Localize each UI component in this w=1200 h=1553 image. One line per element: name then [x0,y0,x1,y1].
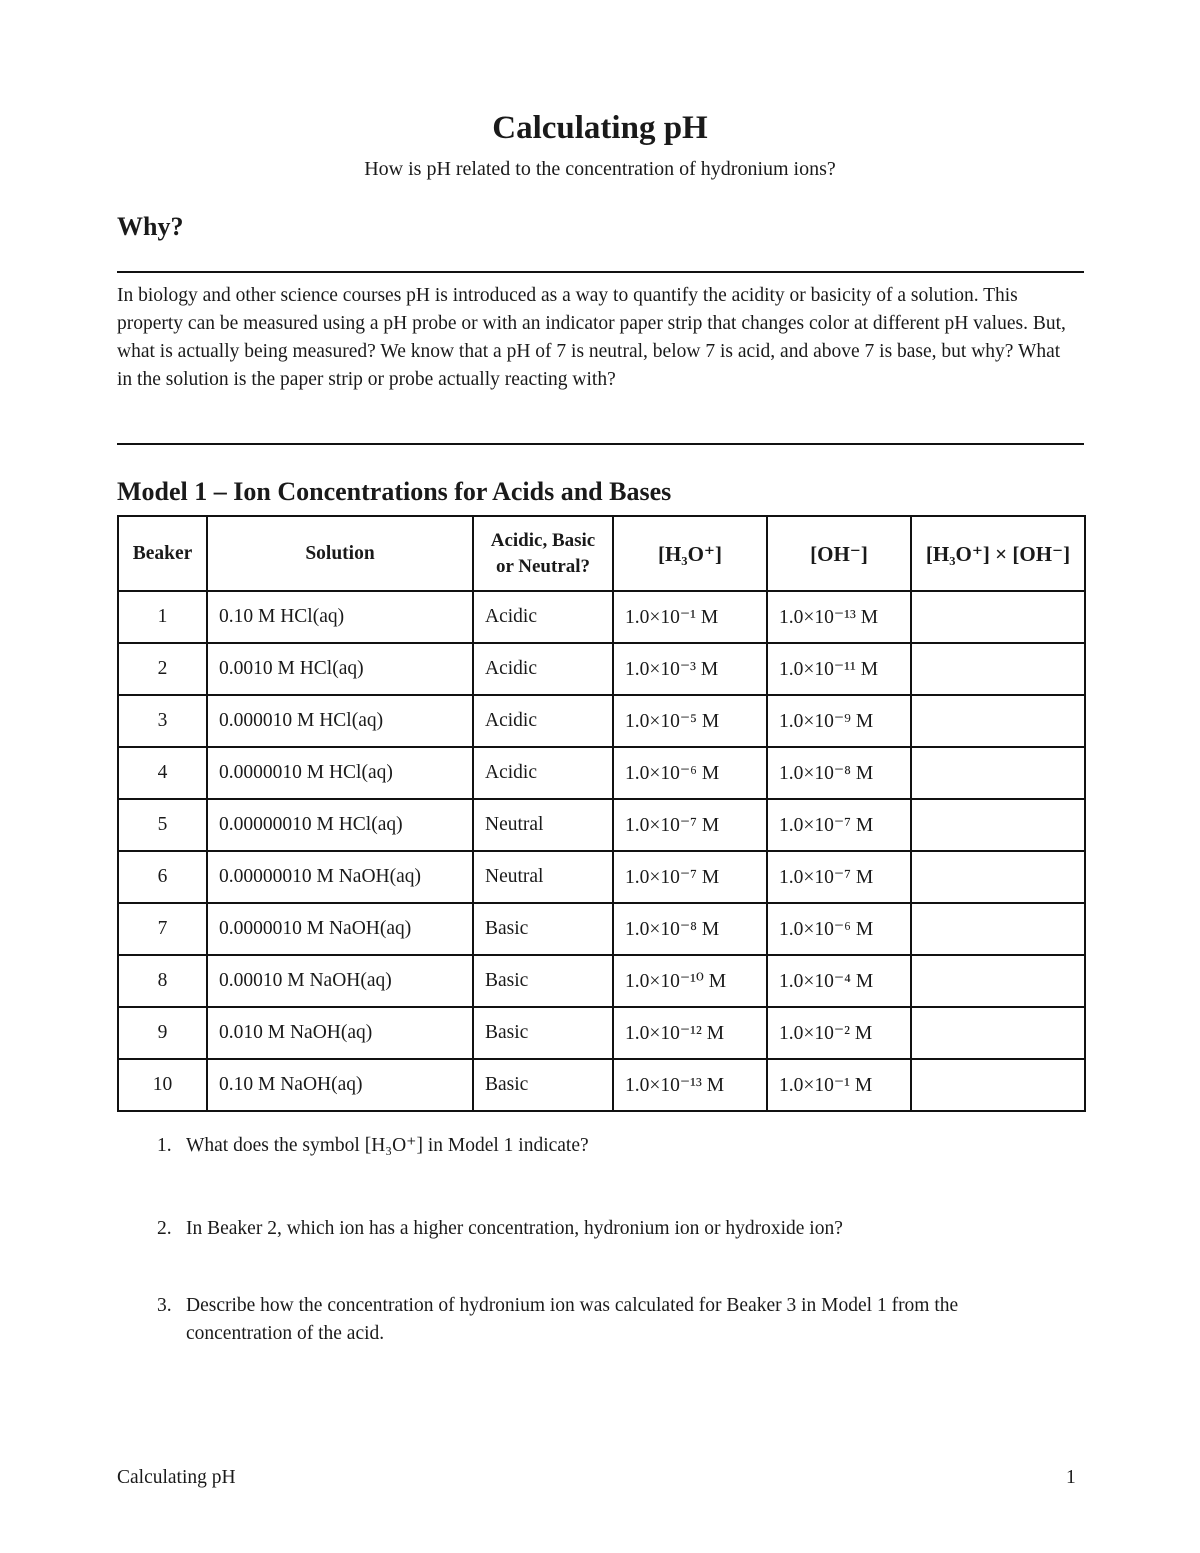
beaker-cell: 6 [118,851,207,903]
beaker-cell: 4 [118,747,207,799]
model-title: Model 1 – Ion Concentrations for Acids and Bases [117,477,672,506]
type-cell: Acidic [473,747,613,799]
header-oh: [OH⁻] [767,516,911,591]
solution-cell: 0.00000010 M NaOH(aq) [207,851,473,903]
page-title: Calculating pH [492,110,708,146]
beaker-cell: 3 [118,695,207,747]
beaker-cell: 2 [118,643,207,695]
page-subtitle: How is pH related to the concentration of hydronium ions? [364,158,836,180]
beaker-cell: 5 [118,799,207,851]
header-product: [H₃O⁺] × [OH⁻] [911,516,1085,591]
table-row [118,903,1085,955]
type-cell: Acidic [473,591,613,643]
table-row [118,1007,1085,1059]
product-cell[interactable] [911,591,1085,643]
bottom-divider [117,443,1084,445]
beaker-cell: 10 [118,1059,207,1111]
question-text: Describe how the concentration of hydronium ion was calculated for Beaker 3 in Model 1 from the concentration of the acid. [186,1295,959,1344]
product-cell[interactable] [911,799,1085,851]
beaker-cell: 9 [118,1007,207,1059]
oh-cell: 1.0×10⁻¹¹ M [767,643,911,695]
type-cell: Acidic [473,643,613,695]
h3o-cell: 1.0×10⁻⁵ M [613,695,767,747]
solution-cell: 0.00000010 M HCl(aq) [207,799,473,851]
header-acidic-line1: Acidic, Basic [490,529,596,551]
solution-cell: 0.00010 M NaOH(aq) [207,955,473,1007]
footer-title: Calculating pH [117,1467,236,1488]
question-number: 1. [157,1135,172,1156]
question-number: 3. [157,1295,172,1316]
oh-cell: 1.0×10⁻² M [767,1007,911,1059]
h3o-cell: 1.0×10⁻³ M [613,643,767,695]
product-cell[interactable] [911,695,1085,747]
type-cell: Neutral [473,799,613,851]
h3o-cell: 1.0×10⁻⁷ M [613,799,767,851]
oh-cell: 1.0×10⁻⁷ M [767,799,911,851]
solution-cell: 0.0000010 M NaOH(aq) [207,903,473,955]
type-cell: Acidic [473,695,613,747]
solution-cell: 0.0000010 M HCl(aq) [207,747,473,799]
question-text: What does the symbol [H₃O⁺] in Model 1 indicate? [186,1135,589,1156]
beaker-cell: 7 [118,903,207,955]
table-row [118,747,1085,799]
product-cell[interactable] [911,1059,1085,1111]
solution-cell: 0.000010 M HCl(aq) [207,695,473,747]
product-cell[interactable] [911,955,1085,1007]
header-h3o: [H₃O⁺] [613,516,767,591]
type-cell: Neutral [473,851,613,903]
table-row [118,1059,1085,1111]
product-cell[interactable] [911,747,1085,799]
product-cell[interactable] [911,643,1085,695]
oh-cell: 1.0×10⁻⁸ M [767,747,911,799]
solution-cell: 0.0010 M HCl(aq) [207,643,473,695]
top-divider [117,271,1084,273]
solution-cell: 0.10 M HCl(aq) [207,591,473,643]
h3o-cell: 1.0×10⁻⁷ M [613,851,767,903]
header-beaker: Beaker [118,516,207,591]
oh-cell: 1.0×10⁻¹³ M [767,591,911,643]
h3o-cell: 1.0×10⁻¹² M [613,1007,767,1059]
oh-cell: 1.0×10⁻⁹ M [767,695,911,747]
oh-cell: 1.0×10⁻⁴ M [767,955,911,1007]
h3o-cell: 1.0×10⁻⁶ M [613,747,767,799]
why-paragraph: In biology and other science courses pH is introduced as a way to quantify the acidity or basicity of a solution. This property can be measured using a pH probe or with an indicator paper strip that changes color at different pH values. But, what is actually being measured? We know that a pH of 7 is neutral, below 7 is acid, and above 7 is base, but why? What in the solution is the paper strip or probe actually reacting with? [117,285,1066,390]
beaker-cell: 8 [118,955,207,1007]
oh-cell: 1.0×10⁻⁶ M [767,903,911,955]
oh-cell: 1.0×10⁻⁷ M [767,851,911,903]
table-row [118,643,1085,695]
type-cell: Basic [473,903,613,955]
page-number: 1 [1066,1467,1076,1488]
header-solution: Solution [207,516,473,591]
table-row [118,955,1085,1007]
table-header-row [118,516,1085,591]
type-cell: Basic [473,1007,613,1059]
solution-cell: 0.010 M NaOH(aq) [207,1007,473,1059]
type-cell: Basic [473,1059,613,1111]
header-acidic-basic [473,516,613,591]
h3o-cell: 1.0×10⁻¹³ M [613,1059,767,1111]
question-text: In Beaker 2, which ion has a higher concentration, hydronium ion or hydroxide ion? [186,1218,843,1239]
table-row [118,799,1085,851]
type-cell: Basic [473,955,613,1007]
h3o-cell: 1.0×10⁻¹⁰ M [613,955,767,1007]
table-row [118,695,1085,747]
product-cell[interactable] [911,1007,1085,1059]
product-cell[interactable] [911,903,1085,955]
ion-concentration-table [117,515,1086,1112]
h3o-cell: 1.0×10⁻¹ M [613,591,767,643]
product-cell[interactable] [911,851,1085,903]
table-row [118,851,1085,903]
solution-cell: 0.10 M NaOH(aq) [207,1059,473,1111]
oh-cell: 1.0×10⁻¹ M [767,1059,911,1111]
beaker-cell: 1 [118,591,207,643]
header-acidic-line2: or Neutral? [495,555,591,577]
table-row [118,591,1085,643]
h3o-cell: 1.0×10⁻⁸ M [613,903,767,955]
question-number: 2. [157,1218,172,1239]
why-heading: Why? [117,212,184,241]
